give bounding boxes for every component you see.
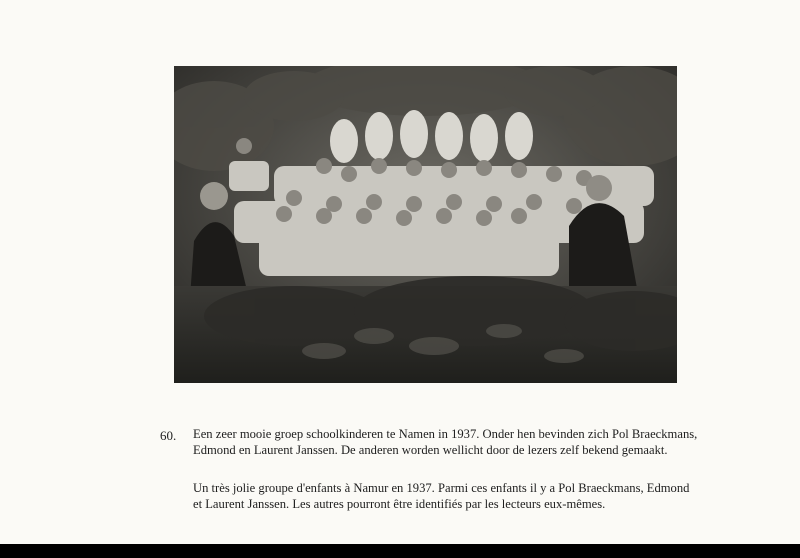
scan-edge bbox=[0, 544, 800, 558]
group-photograph bbox=[174, 66, 677, 383]
caption-french: Un très jolie groupe d'enfants à Namur en 1937. Parmi ces enfants il y a Pol Braeckmans, Edmond et Laurent Janssen. Les autres pourront être identifiés par les lecteurs eux-mêmes. bbox=[193, 481, 690, 511]
caption-dutch: Een zeer mooie groep schoolkinderen te Namen in 1937. Onder hen bevinden zich Pol Braeckmans, Edmond en Laurent Janssen. De anderen worden wellicht door de lezers zelf bekend gemaakt. bbox=[193, 427, 698, 457]
photo-illustration bbox=[174, 66, 677, 383]
caption-number: 60. bbox=[160, 428, 177, 443]
